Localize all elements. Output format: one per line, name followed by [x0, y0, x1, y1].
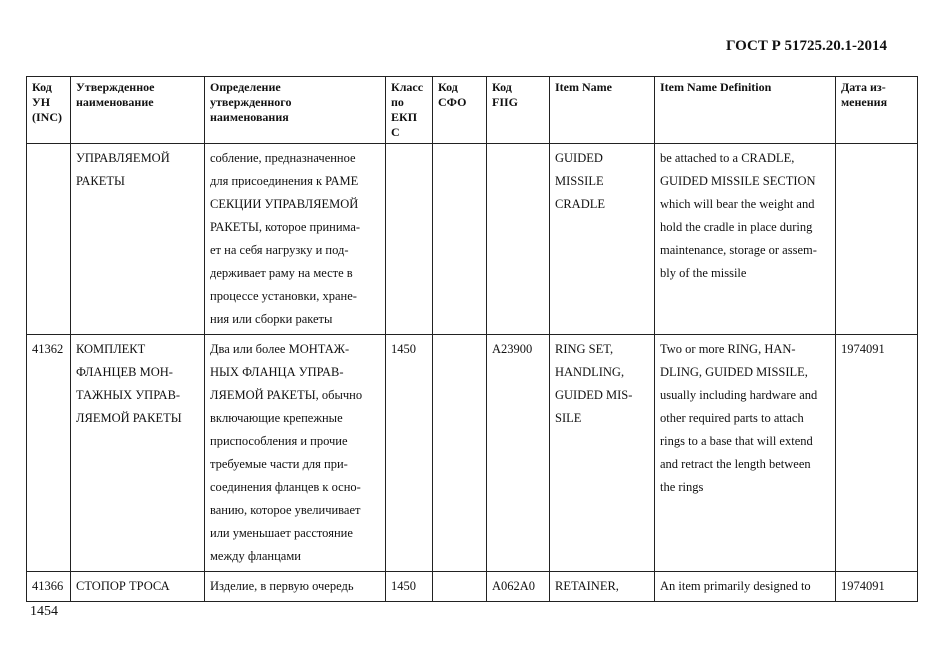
- cell-item-name: GUIDED MISSILE CRADLE: [550, 144, 655, 335]
- document-standard-number: ГОСТ Р 51725.20.1-2014: [725, 38, 887, 54]
- cell-name: КОМПЛЕКТ ФЛАНЦЕВ МОН- ТАЖНЫХ УПРАВ- ЛЯЕМОЙ РАКЕТЫ: [71, 335, 205, 572]
- cell-date: [836, 144, 918, 335]
- table-row: [27, 572, 918, 602]
- cell-item-name: RETAINER,: [550, 572, 655, 602]
- cell-definition: Два или более МОНТАЖ- НЫХ ФЛАНЦА УПРАВ- ЛЯЕМОЙ РАКЕТЫ, обычно включающие крепежные приспособления и прочие требуемые части для при- соединения фланцев к осно- ванию, которое увеличивает или уменьшает расстояние между фланцами: [205, 335, 386, 572]
- cell-item-definition: An item primarily designed to: [655, 572, 836, 602]
- col-header-definition: Определение утвержденного наименования: [205, 77, 386, 144]
- cell-definition: Изделие, в первую очередь: [205, 572, 386, 602]
- col-header-sfo: Код СФО: [433, 77, 487, 144]
- table-row: [27, 335, 918, 572]
- table-row: [27, 144, 918, 335]
- data-table: [26, 76, 918, 602]
- col-header-approved-name: Утвержденное наименование: [71, 77, 205, 144]
- cell-item-definition: Two or more RING, HAN- DLING, GUIDED MISSILE, usually including hardware and other required parts to attach rings to a base that will extend and retract the length between the rings: [655, 335, 836, 572]
- cell-code: 41366: [27, 572, 71, 602]
- cell-code: [27, 144, 71, 335]
- cell-definition: собление, предназначенное для присоединения к РАМЕ СЕКЦИИ УПРАВЛЯЕМОЙ РАКЕТЫ, которое принима- ет на себя нагрузку и под- держивает раму на месте в процессе установки, хране- ния или сборки ракеты: [205, 144, 386, 335]
- col-header-change-date: Дата из- менения: [836, 77, 918, 144]
- cell-name: УПРАВЛЯЕМОЙ РАКЕТЫ: [71, 144, 205, 335]
- cell-class: 1450: [386, 572, 433, 602]
- cell-sfo: [433, 335, 487, 572]
- col-header-fiig: Код FIIG: [487, 77, 550, 144]
- col-header-item-definition: Item Name Definition: [655, 77, 836, 144]
- cell-fiig: A23900: [487, 335, 550, 572]
- cell-class: [386, 144, 433, 335]
- cell-name: СТОПОР ТРОСА: [71, 572, 205, 602]
- cell-code: 41362: [27, 335, 71, 572]
- cell-date: 1974091: [836, 572, 918, 602]
- cell-item-name: RING SET, HANDLING, GUIDED MIS- SILE: [550, 335, 655, 572]
- col-header-item-name: Item Name: [550, 77, 655, 144]
- col-header-class: Класс по ЕКП С: [386, 77, 433, 144]
- cell-fiig: A062A0: [487, 572, 550, 602]
- cell-fiig: [487, 144, 550, 335]
- cell-sfo: [433, 572, 487, 602]
- cell-class: 1450: [386, 335, 433, 572]
- cell-date: 1974091: [836, 335, 918, 572]
- header-row: [27, 77, 918, 144]
- cell-sfo: [433, 144, 487, 335]
- cell-item-definition: be attached to a CRADLE, GUIDED MISSILE SECTION which will bear the weight and hold the cradle in place during maintenance, storage or assem- bly of the missile: [655, 144, 836, 335]
- page-number: 1454: [30, 604, 58, 619]
- col-header-code: Код УН (INC): [27, 77, 71, 144]
